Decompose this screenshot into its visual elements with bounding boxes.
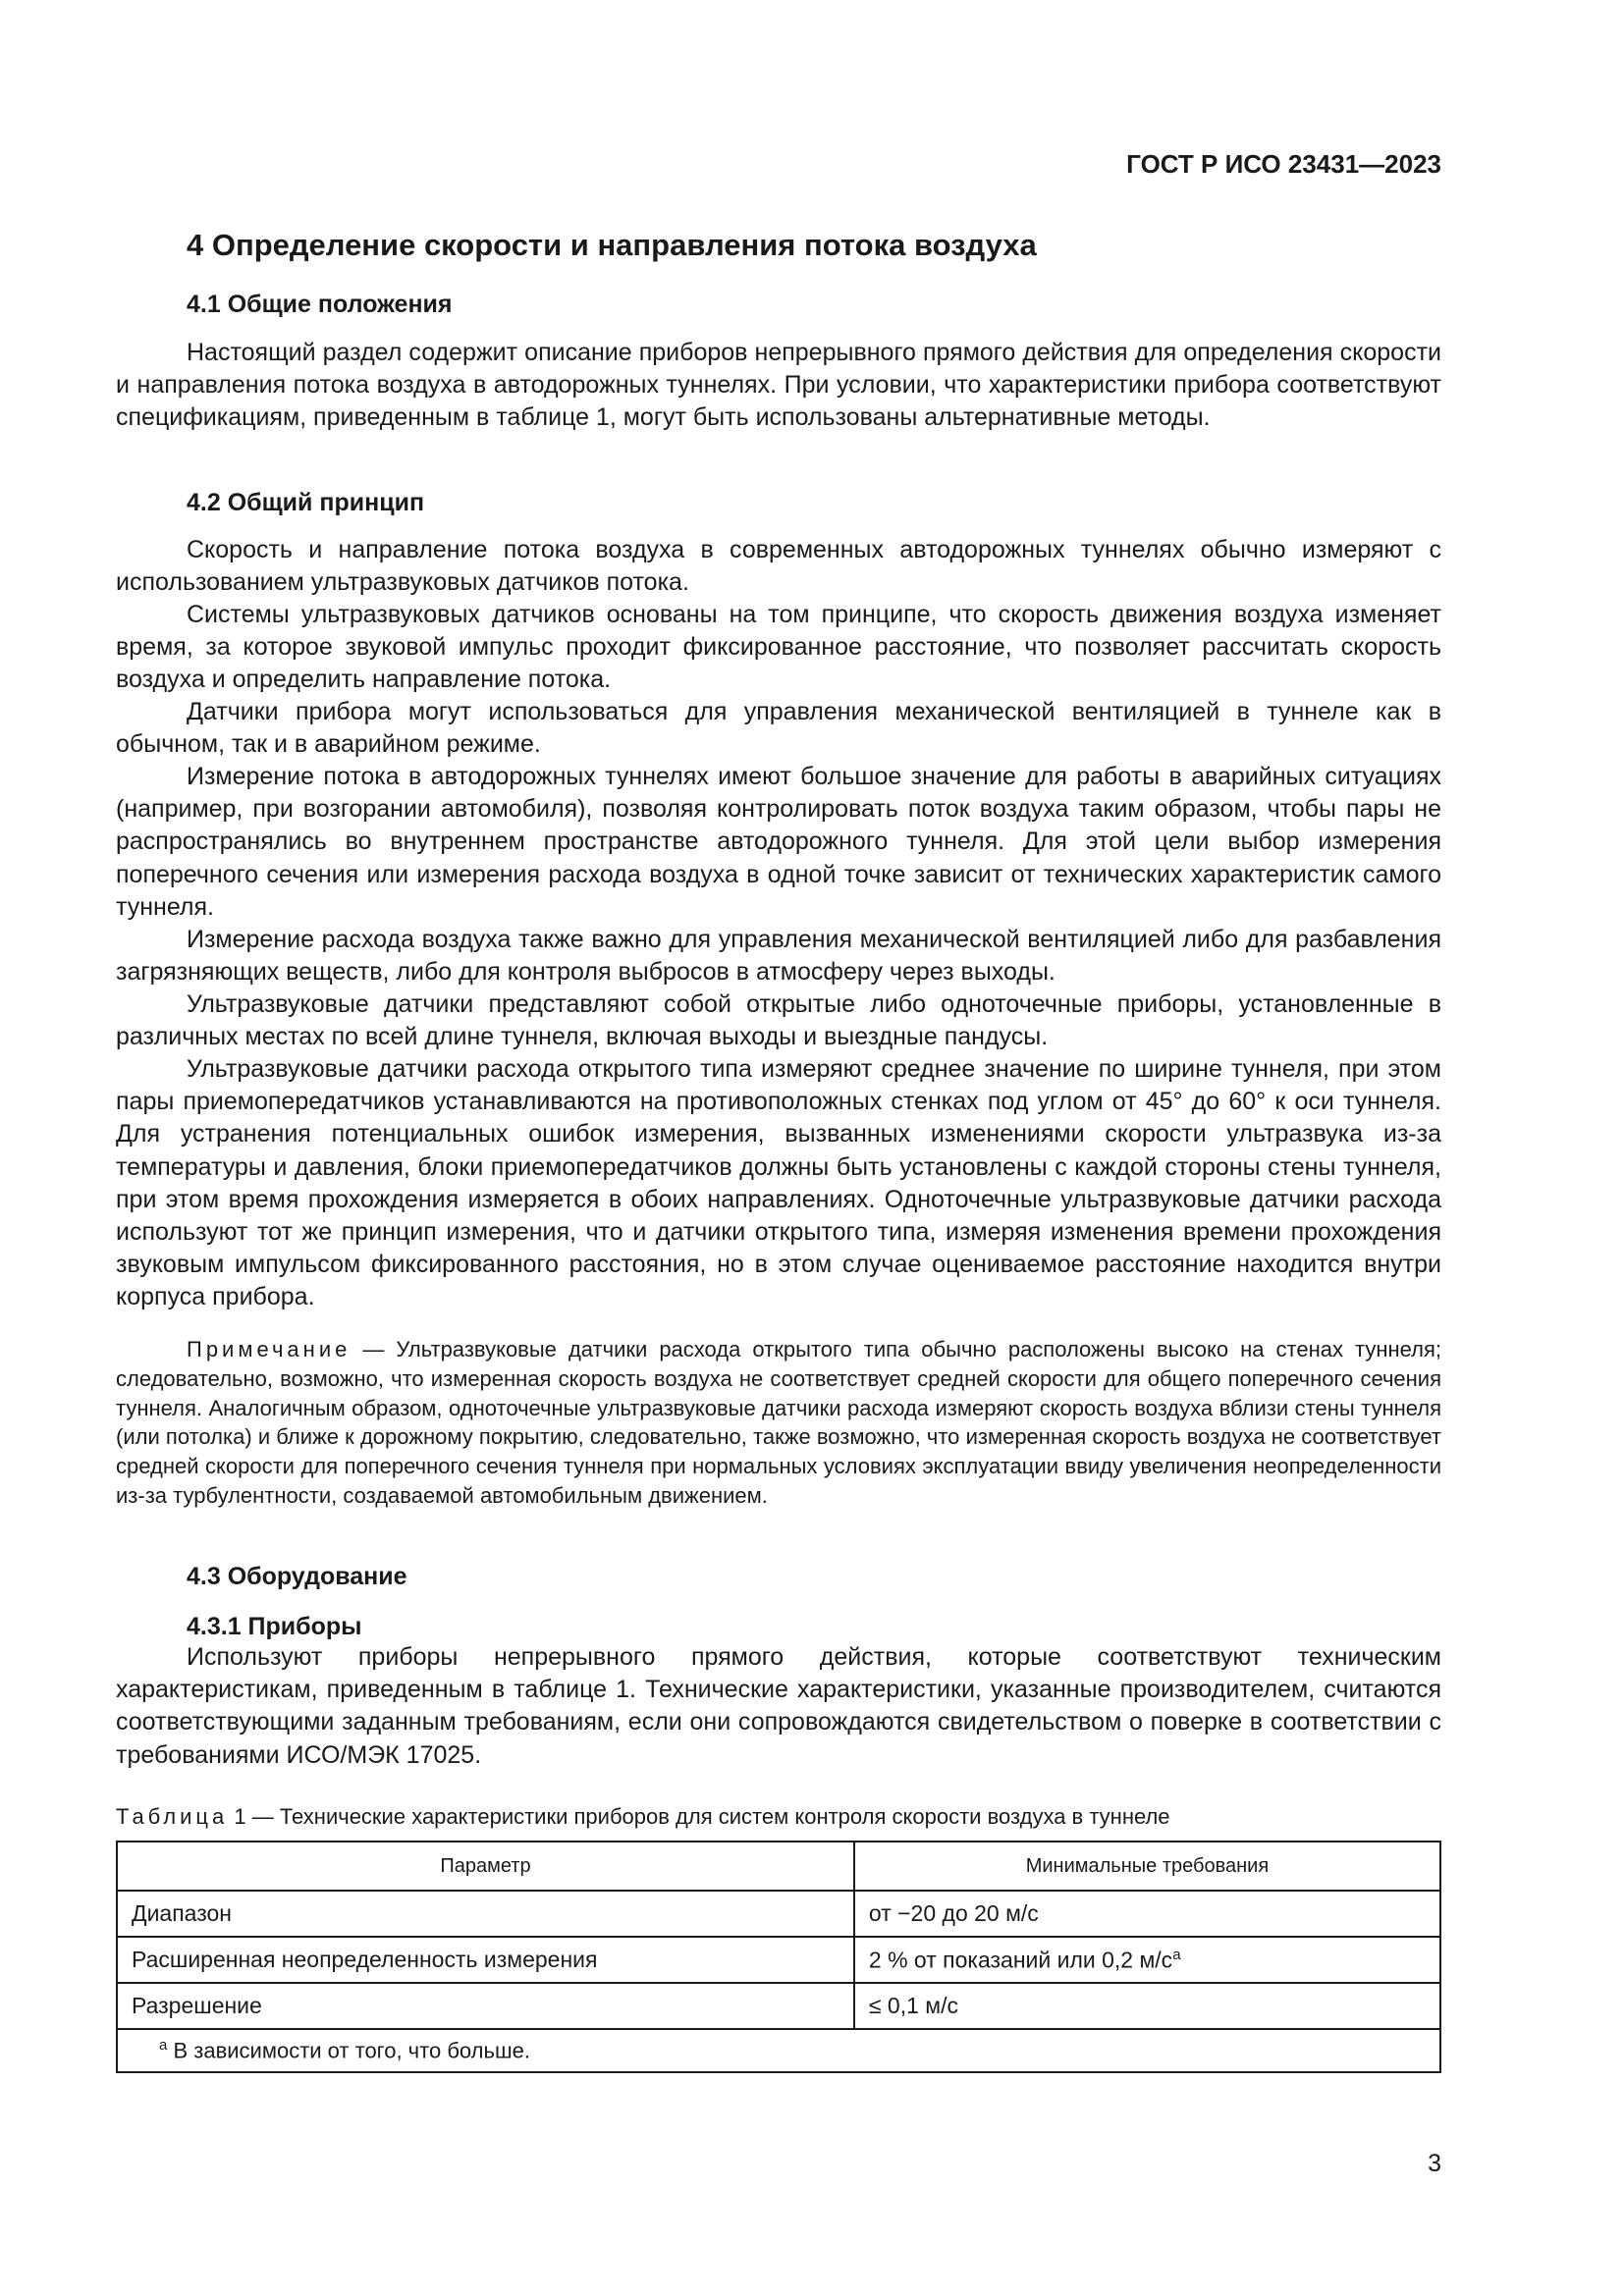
footnote-mark: a [159, 2037, 168, 2055]
table-header-cell: Минимальные требования [854, 1842, 1440, 1891]
footnote-ref: a [1172, 1946, 1181, 1963]
table-header-cell: Параметр [117, 1842, 854, 1891]
table-1 [116, 1841, 1441, 2073]
paragraph-4-2-4: Измерение потока в автодорожных туннелях имеют большое значение для работы в аварийных ситуациях (например, при возгорании автомобиля), позволяя контролировать поток воздуха таким образом, чтобы пары не распространялись во внутреннем пространстве автодорожного туннеля. Для этой цели выбор измерения поперечного сечения или измерения расхода воздуха в одной точке зависит от технических характеристик самого туннеля. [116, 763, 1441, 921]
section-4-3-title: 4.3 Оборудование [187, 1563, 407, 1590]
footnote-text: В зависимости от того, что больше. [173, 2038, 530, 2063]
table-1-caption [116, 1804, 1170, 1830]
header-doc-id: ГОСТ Р ИСО 23431—2023 [1126, 149, 1441, 179]
table-row [117, 1937, 1440, 1983]
note-label: Примечание [187, 1337, 352, 1362]
table-header-row [117, 1842, 1440, 1891]
paragraph-4-2-6: Ультразвуковые датчики представляют собой открытые либо одноточечные приборы, установленные в различных местах по всей длине туннеля, включая выходы и выездные пандусы. [116, 990, 1441, 1051]
table-cell: Расширенная неопределенность измерения [117, 1937, 854, 1983]
section-4-title: 4 Определение скорости и направления потока воздуха [187, 228, 1037, 262]
section-4-2-title: 4.2 Общий принцип [187, 489, 425, 516]
table-cell: Диапазон [117, 1891, 854, 1937]
table-row [117, 1983, 1440, 2029]
paragraph-4-1-1: Настоящий раздел содержит описание приборов непрерывного прямого действия для определения скорости и направления потока воздуха в автодорожных туннелях. При условии, что характеристики прибора соответствуют спецификациям, приведенным в таблице 1, могут быть использованы альтернативные методы. [116, 339, 1441, 432]
table-row [117, 1891, 1440, 1937]
paragraph-4-2-7: Ультразвуковые датчики расхода открытого типа измеряют среднее значение по ширине туннеля, при этом пары приемопередатчиков устанавливаются на противоположных стенках под углом от 45° до 60° к оси туннеля. Для устранения потенциальных ошибок измерения, вызванных изменениями скорости ультразвука из-за температуры и давления, блоки приемопередатчиков должны быть установлены с каждой стороны стены туннеля, при этом время прохождения измеряется в обоих направлениях. Одноточечные ультразвуковые датчики расхода используют тот же принцип измерения, что и датчики открытого типа, измеряя изменения времени прохождения звуковым импульсом фиксированного расстояния, но в этом случае оцениваемое расстояние находится внутри корпуса прибора. [116, 1055, 1441, 1311]
page-number: 3 [1428, 2150, 1441, 2177]
note [116, 1335, 1441, 1511]
table-cell: ≤ 0,1 м/с [854, 1983, 1440, 2029]
table-cell [854, 1937, 1440, 1983]
table-footnote [117, 2029, 1440, 2072]
table-footnote-row [117, 2029, 1440, 2072]
section-4-1-title: 4.1 Общие положения [187, 291, 453, 318]
paragraph-4-3-1: Используют приборы непрерывного прямого действия, которые соответствуют техническим характеристикам, приведенным в таблице 1. Технические характеристики, указанные производителем, считаются соответствующими заданным требованиям, если они сопровождаются свидетельством о поверке в соответствии с требованиями ИСО/МЭК 17025. [116, 1643, 1441, 1769]
note-text: — Ультразвуковые датчики расхода открытого типа обычно расположены высоко на стенах туннеля; следовательно, возможно, что измеренная скорость воздуха не соответствует средней скорости для общего поперечного сечения туннеля. Аналогичным образом, одноточечные ультразвуковые датчики расхода измеряют скорость воздуха вблизи стены туннеля (или потолка) и ближе к дорожному покрытию, следовательно, также возможно, что измеренная скорость воздуха не соответствует средней скорости для поперечного сечения туннеля при нормальных условиях эксплуатации ввиду увеличения неопределенности из-за турбулентности, создаваемой автомобильным движением. [116, 1337, 1441, 1508]
paragraph-4-2-1: Скорость и направление потока воздуха в современных автодорожных туннелях обычно измеряют с использованием ультразвуковых датчиков потока. [116, 536, 1441, 597]
paragraph-4-2-5: Измерение расхода воздуха также важно для управления механической вентиляцией либо для разбавления загрязняющих веществ, либо для контроля выбросов в атмосферу через выходы. [116, 926, 1441, 987]
paragraph-4-2-2: Системы ультразвуковых датчиков основаны на том принципе, что скорость движения воздуха изменяет время, за которое звуковой импульс проходит фиксированное расстояние, что позволяет рассчитать скорость воздуха и определить направление потока. [116, 601, 1441, 694]
table-caption-text: 1 — Технические характеристики приборов для систем контроля скорости воздуха в туннеле [228, 1804, 1170, 1829]
paragraph-4-2-3: Датчики прибора могут использоваться для управления механической вентиляцией в туннеле как в обычном, так и в аварийном режиме. [116, 698, 1441, 759]
table-cell: Разрешение [117, 1983, 854, 2029]
table-caption-label: Таблица [116, 1804, 229, 1829]
table-cell: от −20 до 20 м/с [854, 1891, 1440, 1937]
table-cell-value: 2 % от показаний или 0,2 м/с [868, 1947, 1173, 1973]
section-4-3-1-title: 4.3.1 Приборы [187, 1613, 362, 1640]
